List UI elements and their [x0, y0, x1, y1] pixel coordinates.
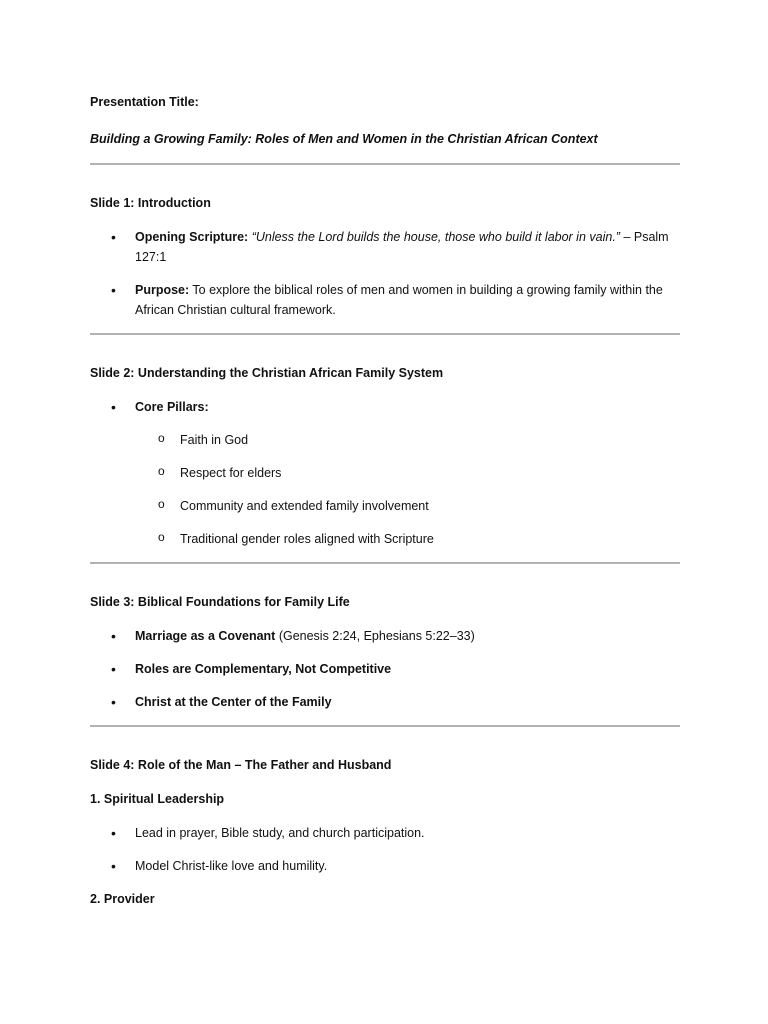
pillar-text: Faith in God — [180, 433, 249, 447]
scripture-quote: “Unless the Lord builds the house, those who build it labor in vain.” — [251, 230, 620, 244]
slide-2-list — [90, 397, 680, 417]
list-item — [90, 626, 680, 646]
list-item — [90, 529, 680, 549]
scripture-reference: – Psalm 127:1 — [135, 230, 669, 264]
slide-4-heading: Slide 4: Role of the Man – The Father and Husband — [90, 758, 392, 772]
bullet-icon: • — [111, 858, 116, 874]
bullet-icon: • — [111, 661, 116, 677]
pillar-text: Respect for elders — [180, 466, 282, 480]
section-divider — [90, 562, 680, 564]
bullet-icon: • — [111, 282, 116, 298]
spiritual-leadership-heading: 1. Spiritual Leadership — [90, 792, 225, 806]
leadership-text: Model Christ-like love and humility. — [135, 859, 328, 873]
bullet-icon: • — [111, 694, 116, 710]
circle-bullet-icon: o — [158, 431, 165, 445]
covenant-reference: (Genesis 2:24, Ephesians 5:22–33) — [275, 629, 475, 643]
leadership-text: Lead in prayer, Bible study, and church participation. — [135, 826, 425, 840]
core-pillars-label: Core Pillars: — [135, 400, 209, 414]
circle-bullet-icon: o — [158, 530, 165, 544]
circle-bullet-icon: o — [158, 497, 165, 511]
list-item — [90, 692, 680, 712]
slide-3-heading: Slide 3: Biblical Foundations for Family Life — [90, 595, 350, 609]
christ-center-label: Christ at the Center of the Family — [135, 695, 332, 709]
scripture-label: Opening Scripture: — [135, 230, 249, 244]
purpose-label: Purpose: — [135, 283, 190, 297]
section-divider — [90, 163, 680, 165]
pillar-text: Traditional gender roles aligned with Scripture — [180, 532, 434, 546]
document-body — [90, 92, 680, 923]
pillar-text: Community and extended family involvement — [180, 499, 429, 513]
list-item — [90, 280, 680, 320]
bullet-icon: • — [111, 229, 116, 245]
list-item — [90, 397, 680, 417]
spiritual-leadership-list — [90, 823, 680, 876]
slide-1-heading: Slide 1: Introduction — [90, 196, 211, 210]
list-item — [90, 463, 680, 483]
slide-2-heading: Slide 2: Understanding the Christian African Family System — [90, 366, 444, 380]
section-divider — [90, 725, 680, 727]
bullet-icon: • — [111, 399, 116, 415]
list-item — [90, 496, 680, 516]
list-item — [90, 856, 680, 876]
list-item — [90, 823, 680, 843]
section-divider — [90, 333, 680, 335]
covenant-label: Marriage as a Covenant — [135, 629, 276, 643]
list-item — [90, 430, 680, 450]
list-item — [90, 227, 680, 267]
provider-heading: 2. Provider — [90, 892, 155, 906]
purpose-text: To explore the biblical roles of men and women in building a growing family within the African Christian cultural framework. — [135, 283, 663, 317]
slide-1-list — [90, 227, 680, 320]
presentation-label: Presentation Title: — [90, 95, 199, 109]
circle-bullet-icon: o — [158, 464, 165, 478]
bullet-icon: • — [111, 825, 116, 841]
slide-3-list — [90, 626, 680, 712]
core-pillars-list — [90, 430, 680, 549]
list-item — [90, 659, 680, 679]
complementary-roles-label: Roles are Complementary, Not Competitive — [135, 662, 392, 676]
presentation-title: Building a Growing Family: Roles of Men and Women in the Christian African Context — [90, 132, 598, 146]
bullet-icon: • — [111, 628, 116, 644]
